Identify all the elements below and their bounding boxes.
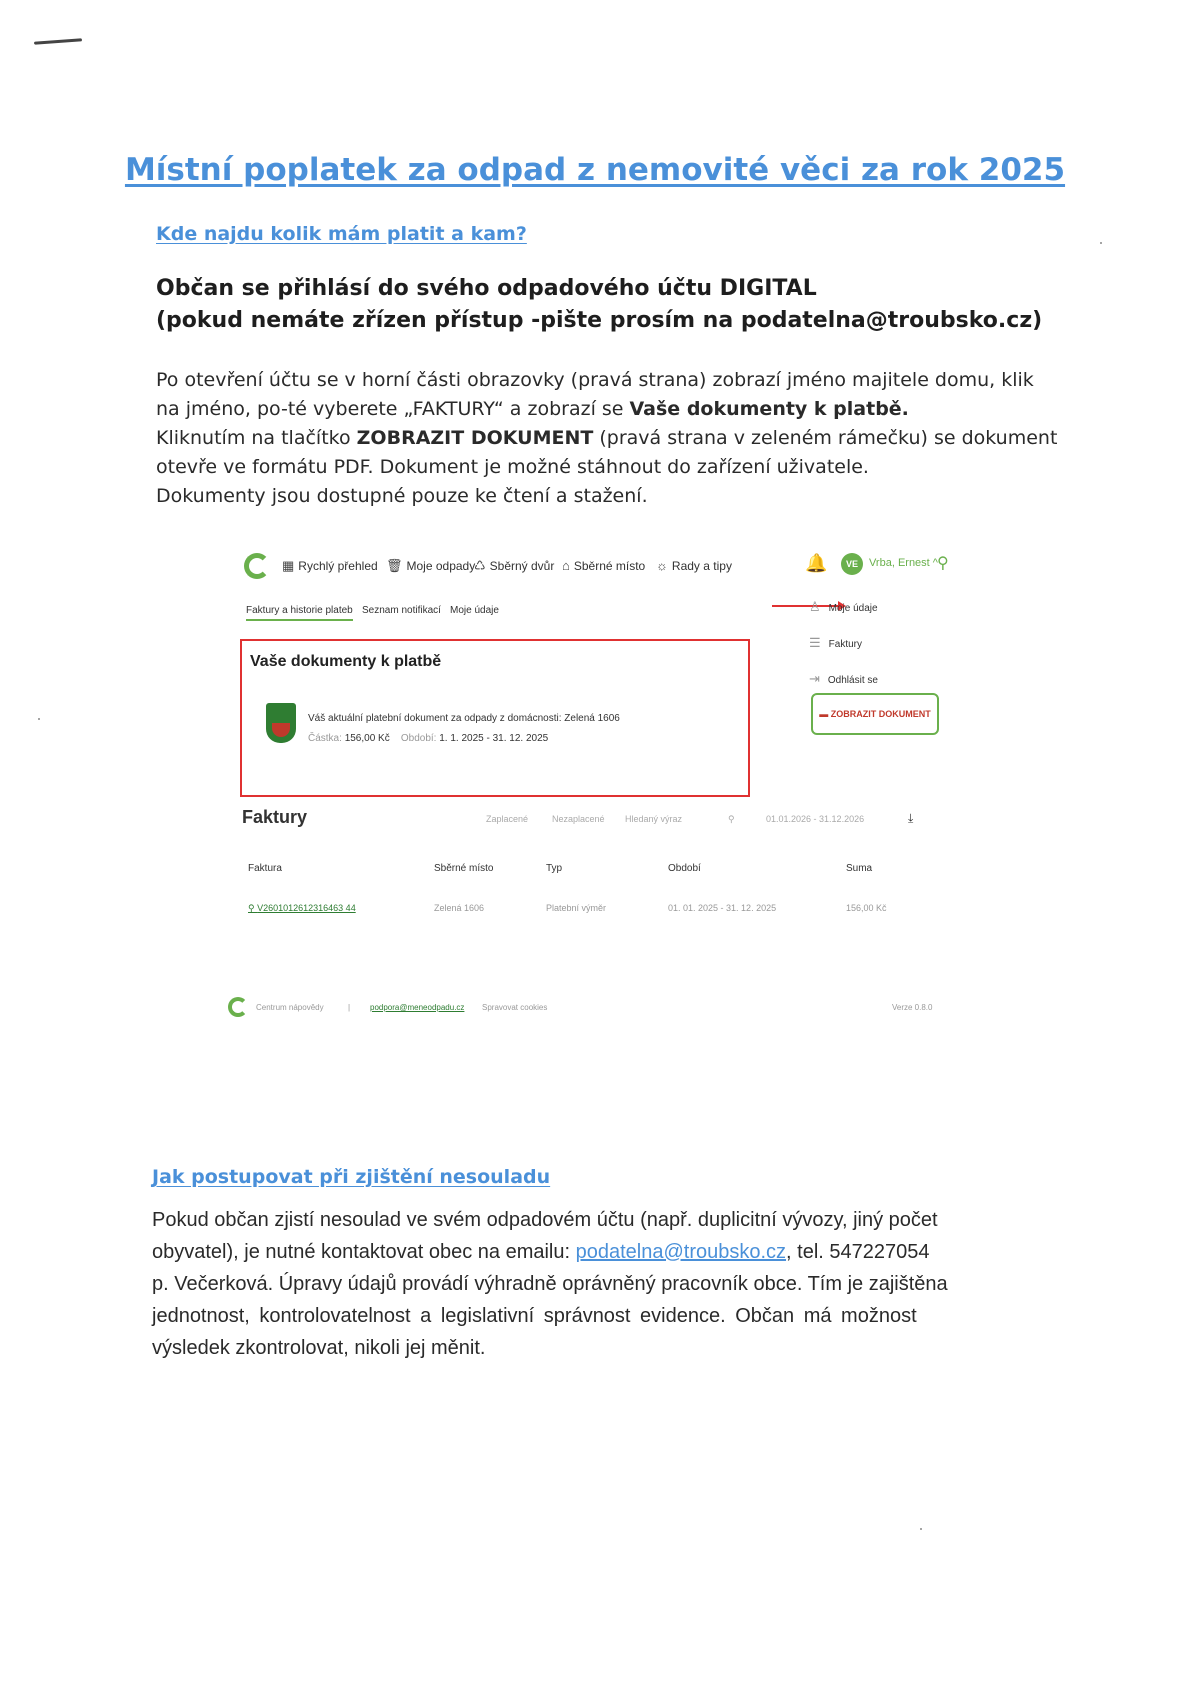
download-icon[interactable]: ⤓ <box>908 811 914 825</box>
discrepancy-paragraph <box>152 1204 1072 1364</box>
nav-my-waste[interactable]: 🗑 Moje odpady <box>386 558 476 573</box>
section-heading-where: Kde najdu kolik mám platit a kam? <box>156 223 527 245</box>
table-cell: Zelená 1606 <box>434 903 485 913</box>
document-description: Váš aktuální platební dokument za odpady z domácnosti: Zelená 1606 <box>308 713 620 724</box>
nav-tips[interactable]: ☼ Rady a tipy <box>656 558 732 573</box>
invoice-number-link[interactable]: ⚲ V2601012612316463 44 <box>248 903 356 913</box>
location-pin-icon[interactable]: ⚲ <box>937 555 949 572</box>
scan-speck <box>38 718 40 720</box>
menu-item-my-details[interactable]: ♙ Moje údaje <box>809 599 878 614</box>
instructions-line: Dokumenty jsou dostupné pouze ke čtení a stažení. <box>156 485 648 507</box>
discrepancy-line: výsledek zkontrolovat, nikoli jej měnit. <box>152 1337 486 1359</box>
app-screenshot <box>240 545 1020 1105</box>
column-header: Faktura <box>248 863 282 874</box>
house-icon: ⌂ <box>562 558 570 573</box>
search-icon[interactable]: ⚲ <box>728 814 735 824</box>
footer-separator: | <box>348 1003 351 1012</box>
scan-speck <box>920 1528 922 1530</box>
discrepancy-line: Pokud občan zjistí nesoulad ve svém odpadovém účtu (např. duplicitní vývozy, jiný počet <box>152 1209 938 1231</box>
table-cell: Platební výměr <box>546 903 607 913</box>
menu-item-invoices[interactable]: ☰ Faktury <box>809 635 862 650</box>
recycle-icon: ♺ <box>474 558 486 573</box>
scan-speck <box>1100 242 1102 244</box>
user-menu <box>795 545 1020 745</box>
email-link[interactable]: podatelna@troubsko.cz <box>575 1241 787 1263</box>
filter-paid[interactable]: Zaplacené <box>486 814 529 824</box>
municipality-crest-icon <box>266 703 296 743</box>
nav-collection-point[interactable]: ⌂ Sběrné místo <box>562 558 646 573</box>
nav-collection-yard[interactable]: ♺ Sběrný dvůr <box>474 558 555 573</box>
logout-icon: ⇥ <box>809 671 820 686</box>
documents-title: Vaše dokumenty k platbě <box>250 653 442 670</box>
lightbulb-icon: ☼ <box>656 558 668 573</box>
person-icon: ♙ <box>809 599 821 614</box>
nav-quick-overview[interactable]: ▦ Rychlý přehled <box>282 558 378 573</box>
avatar[interactable]: VE <box>841 553 863 575</box>
tab-notifications[interactable]: Seznam notifikací <box>362 605 441 616</box>
section-heading-discrepancy: Jak postupovat při zjištění nesouladu <box>152 1166 551 1188</box>
discrepancy-line: p. Večerková. Úpravy údajů provádí výhradně oprávněný pracovník obce. Tím je zajištěna <box>152 1273 948 1295</box>
help-center-link[interactable]: Centrum nápovědy <box>256 1003 324 1012</box>
scan-mark <box>34 38 82 44</box>
search-icon: ⚲ <box>248 903 258 913</box>
column-header: Sběrné místo <box>434 863 494 874</box>
invoices-title: Faktury <box>242 807 308 827</box>
instructions-line: Kliknutím na tlačítko ZOBRAZIT DOKUMENT (pravá strana v zeleném rámečku) se dokument <box>156 427 1058 449</box>
table-cell: 01. 01. 2025 - 31. 12. 2025 <box>668 903 777 913</box>
instructions-line: otevře ve formátu PDF. Dokument je možné stáhnout do zařízení uživatele. <box>156 456 869 478</box>
app-logo <box>244 553 270 579</box>
filter-unpaid[interactable]: Nezaplacené <box>552 814 605 824</box>
login-instruction: Občan se přihlásí do svého odpadového účtu DIGITAL <box>156 276 817 301</box>
footer-logo <box>228 997 248 1017</box>
discrepancy-line: jednotnost, kontrolovatelnost a legislativní správnost evidence. Občan má možnost <box>152 1305 917 1327</box>
version-label: Verze 0.8.0 <box>892 1003 933 1012</box>
support-email-link[interactable]: podpora@meneodpadu.cz <box>370 1003 465 1012</box>
column-header: Suma <box>846 863 873 874</box>
user-name[interactable]: Vrba, Ernest ^ <box>869 557 938 569</box>
date-range-select[interactable]: 01.01.2026 - 31.12.2026 <box>766 814 865 824</box>
grid-icon: ▦ <box>282 558 295 573</box>
bin-icon: 🗑 <box>386 558 403 573</box>
tab-invoices-history[interactable]: Faktury a historie plateb <box>246 605 353 621</box>
search-input[interactable]: Hledaný výraz <box>625 814 683 824</box>
column-header: Období <box>668 863 701 874</box>
menu-item-logout[interactable]: ⇥ Odhlásit se <box>809 671 878 686</box>
tab-my-details[interactable]: Moje údaje <box>450 605 499 616</box>
document-icon: ☰ <box>809 635 821 650</box>
cookies-link[interactable]: Spravovat cookies <box>482 1003 548 1012</box>
page-title: Místní poplatek za odpad z nemovité věci za rok 2025 <box>124 152 1066 188</box>
show-document-button[interactable]: ▬ ZOBRAZIT DOKUMENT <box>811 693 939 735</box>
instructions-paragraph <box>156 366 1076 511</box>
instructions-line: na jméno, po-té vyberete „FAKTURY“ a zobrazí se Vaše dokumenty k platbě. <box>156 398 909 420</box>
instructions-line: Po otevření účtu se v horní části obrazovky (pravá strana) zobrazí jméno majitele domu, klik <box>156 369 1034 391</box>
access-note: (pokud nemáte zřízen přístup -pište prosím na podatelna@troubsko.cz) <box>156 308 1043 333</box>
notification-bell-icon[interactable]: 🔔 <box>805 553 828 573</box>
column-header: Typ <box>546 863 563 874</box>
documents-highlight-box <box>240 639 750 797</box>
discrepancy-line: obyvatel), je nutné kontaktovat obec na emailu: podatelna@troubsko.cz, tel. 547227054 <box>152 1241 930 1263</box>
document-meta: Částka: 156,00 Kč Období: 1. 1. 2025 - 31. 12. 2025 <box>308 733 549 744</box>
table-cell: 156,00 Kč <box>846 903 887 913</box>
